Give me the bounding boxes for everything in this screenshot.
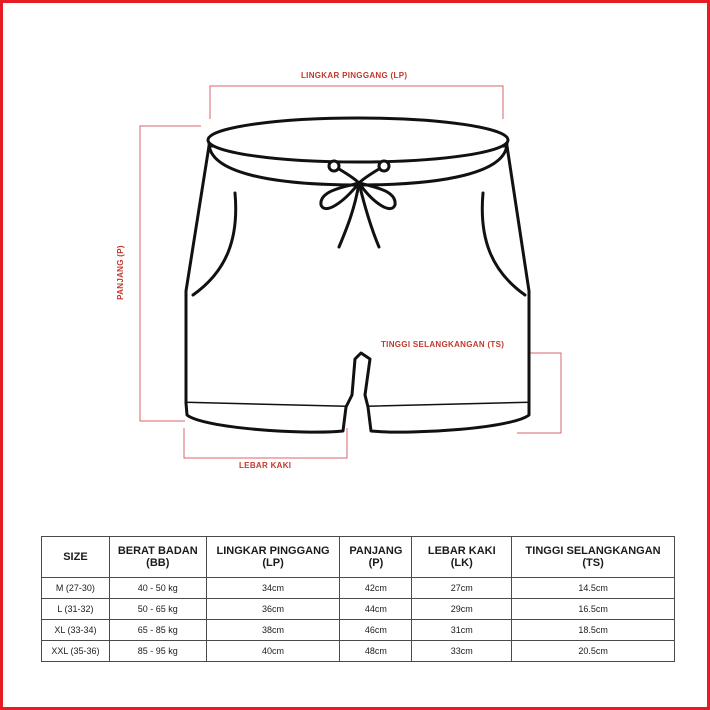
cell-weight: 85 - 95 kg	[109, 641, 206, 662]
cell-leg-width: 27cm	[412, 578, 512, 599]
cell-weight: 65 - 85 kg	[109, 620, 206, 641]
table-row	[42, 641, 675, 662]
cell-length: 44cm	[340, 599, 412, 620]
header-size: SIZE	[42, 537, 110, 578]
cell-size: XXL (35-36)	[42, 641, 110, 662]
cell-leg-width: 33cm	[412, 641, 512, 662]
shorts-outline	[186, 118, 529, 432]
leg-width-label: LEBAR KAKI	[239, 461, 292, 470]
cell-length: 42cm	[340, 578, 412, 599]
cell-weight: 50 - 65 kg	[109, 599, 206, 620]
header-length: PANJANG (P)	[340, 537, 412, 578]
cell-inseam: 14.5cm	[512, 578, 675, 599]
cell-waist: 38cm	[206, 620, 340, 641]
cell-inseam: 16.5cm	[512, 599, 675, 620]
cell-inseam: 20.5cm	[512, 641, 675, 662]
length-label: PANJANG (P)	[115, 245, 125, 300]
waist-label: LINGKAR PINGGANG (LP)	[301, 71, 408, 80]
inseam-label: TINGGI SELANGKANGAN (TS)	[381, 340, 505, 349]
cell-waist: 34cm	[206, 578, 340, 599]
cell-waist: 36cm	[206, 599, 340, 620]
header-leg-width: LEBAR KAKI (LK)	[412, 537, 512, 578]
table-row	[42, 599, 675, 620]
cell-weight: 40 - 50 kg	[109, 578, 206, 599]
cell-length: 46cm	[340, 620, 412, 641]
table-row	[42, 578, 675, 599]
cell-size: L (31-32)	[42, 599, 110, 620]
cell-size: M (27-30)	[42, 578, 110, 599]
header-waist: LINGKAR PINGGANG (LP)	[206, 537, 340, 578]
cell-leg-width: 29cm	[412, 599, 512, 620]
table-row	[42, 620, 675, 641]
header-weight: BERAT BADAN (BB)	[109, 537, 206, 578]
header-inseam: TINGGI SELANGKANGAN (TS)	[512, 537, 675, 578]
cell-size: XL (33-34)	[42, 620, 110, 641]
cell-length: 48cm	[340, 641, 412, 662]
cell-leg-width: 31cm	[412, 620, 512, 641]
cell-inseam: 18.5cm	[512, 620, 675, 641]
cell-waist: 40cm	[206, 641, 340, 662]
table-header-row	[42, 537, 675, 578]
size-chart-table	[41, 536, 675, 662]
